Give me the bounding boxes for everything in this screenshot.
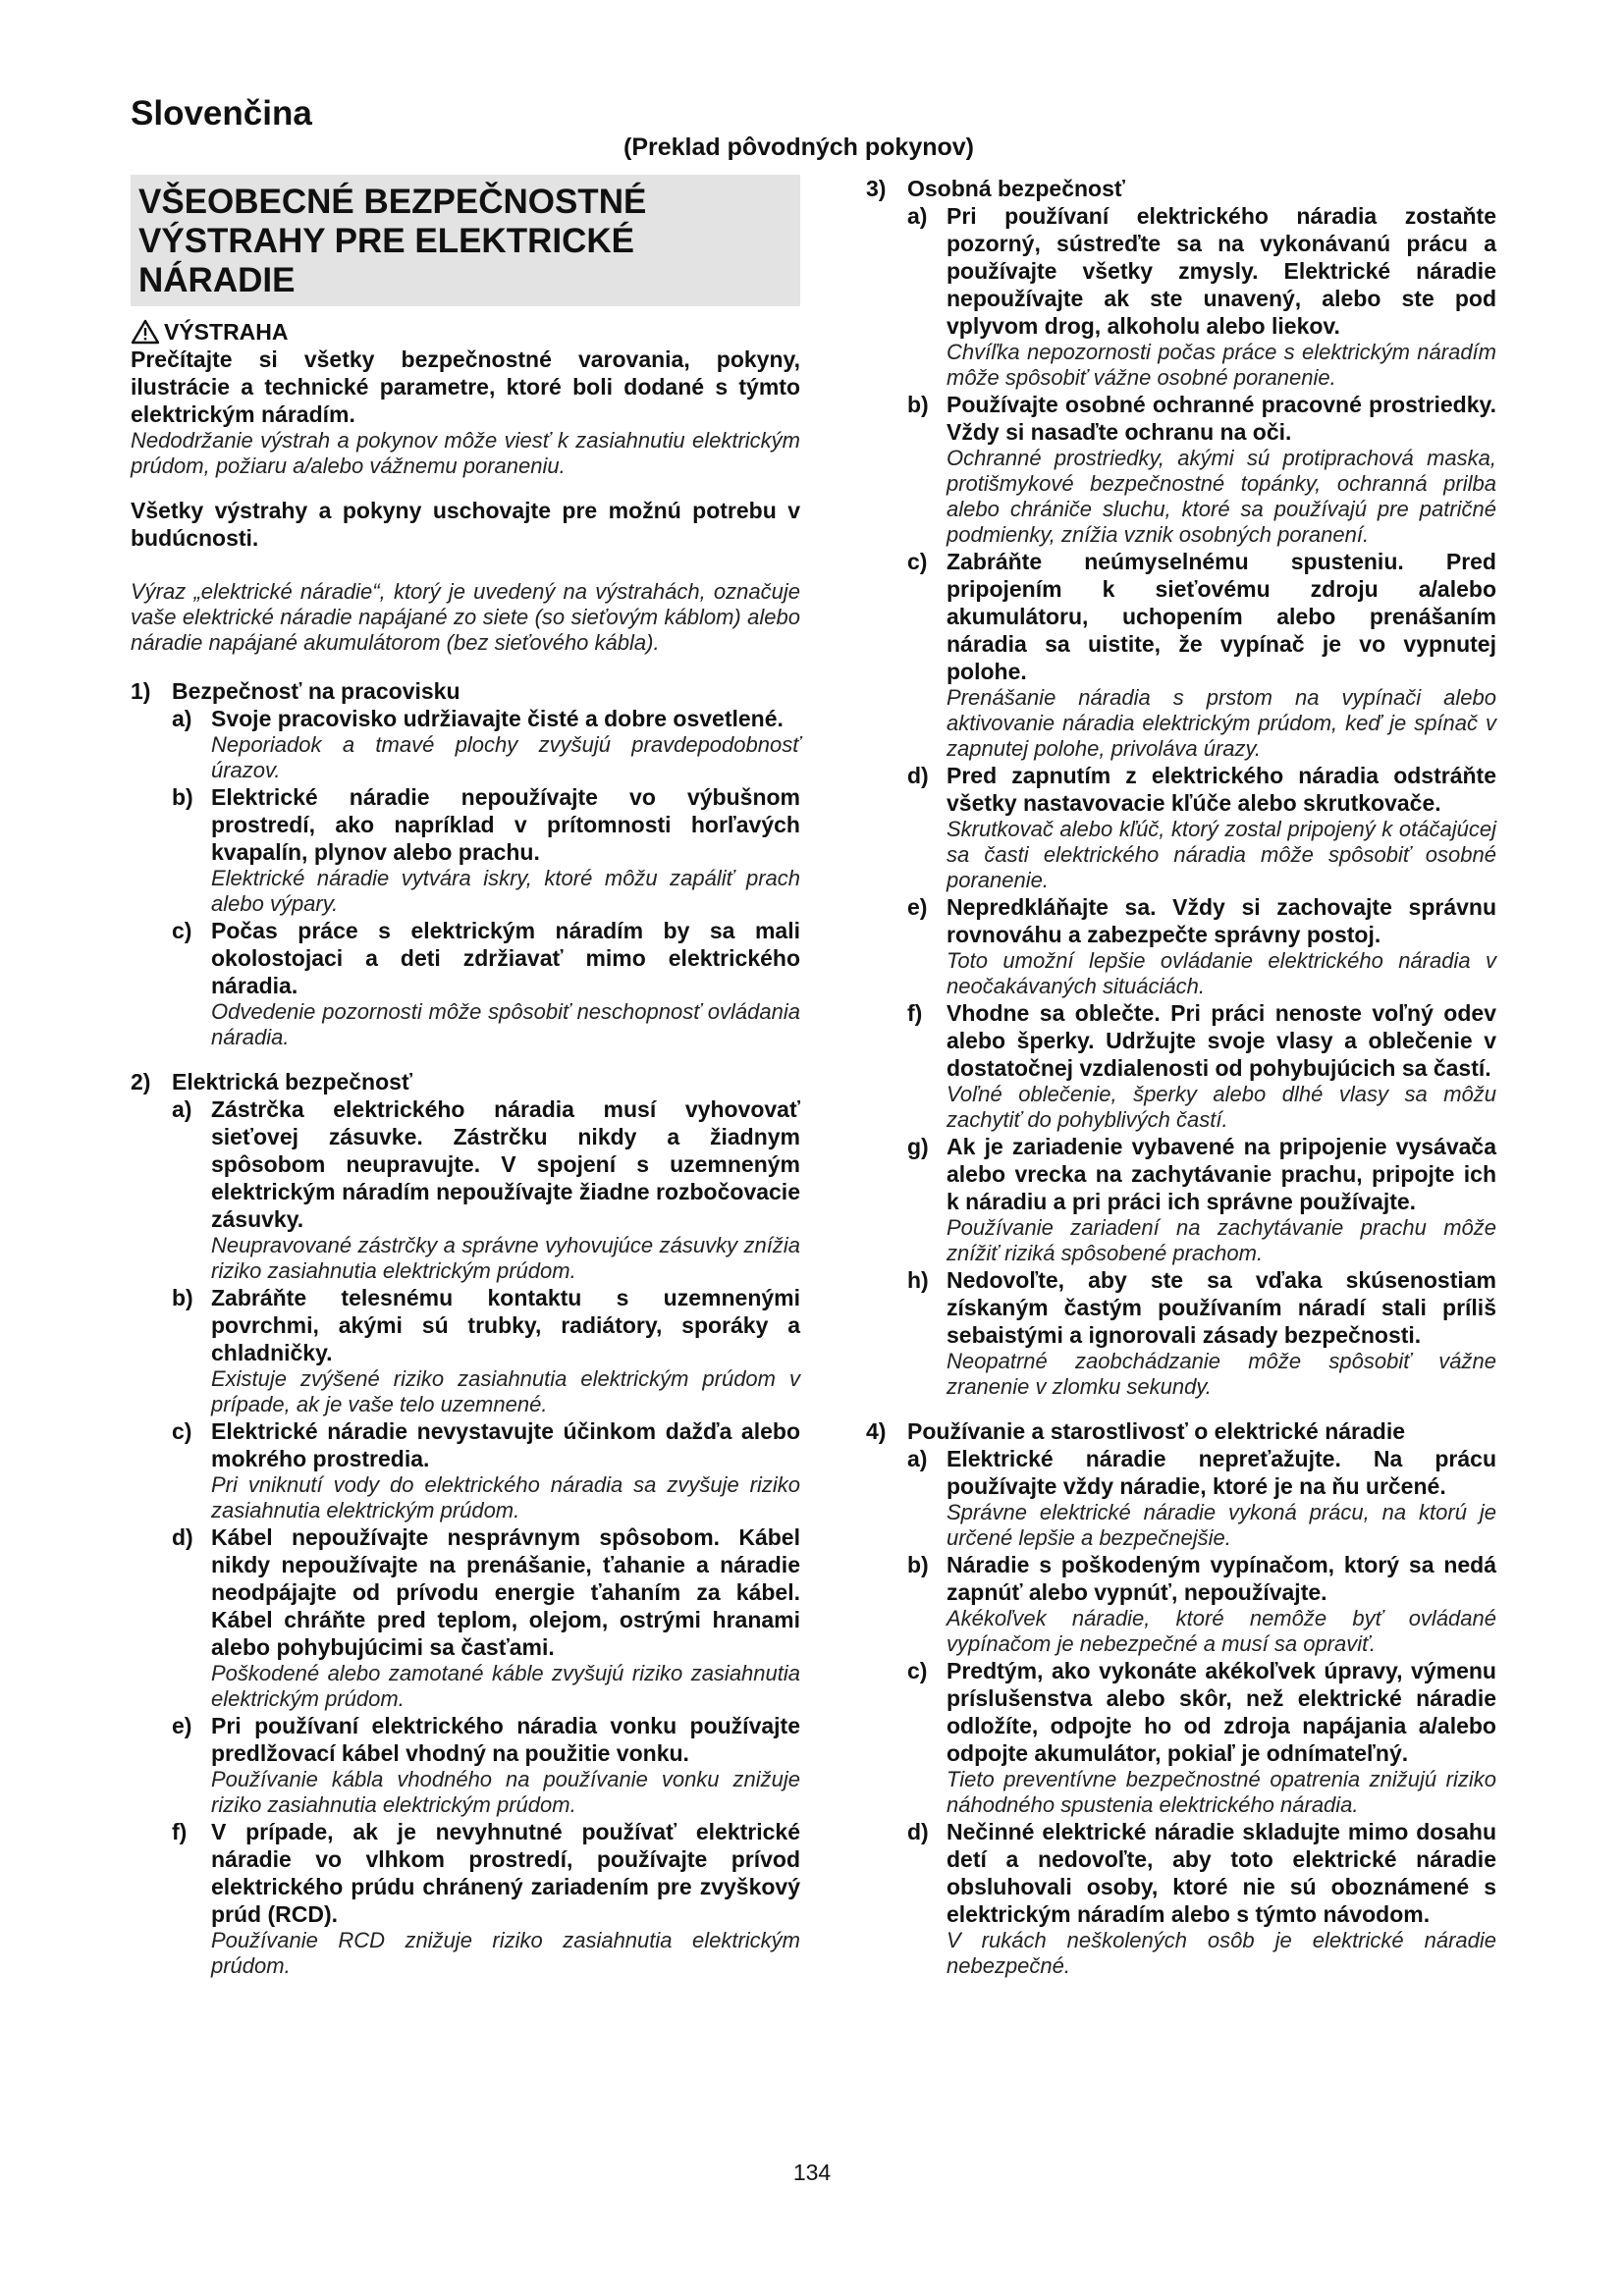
section-number: 2) — [131, 1069, 151, 1095]
list-item — [172, 783, 800, 917]
section-heading — [866, 1417, 1496, 1445]
item-body — [211, 1284, 800, 1417]
list-item — [907, 1818, 1496, 1979]
list-item — [907, 893, 1496, 999]
item-explanation: Odvedenie pozornosti môže spôsobiť neschopnosť ovládania náradia. — [211, 999, 800, 1049]
item-body — [947, 1445, 1496, 1551]
item-letter: c) — [172, 1418, 192, 1444]
item-instruction: Nepredkláňajte sa. Vždy si zachovajte správnu rovnováhu a zabezpečte správny postoj. — [947, 894, 1496, 947]
keep-instructions-text: Všetky výstrahy a pokyny uschovajte pre možnú potrebu v budúcnosti. — [131, 498, 800, 551]
item-letter: b) — [907, 1552, 929, 1577]
item-explanation: Používanie zariadení na zachytávanie prachu môže znížiť riziká spôsobené prachom. — [947, 1215, 1496, 1265]
item-explanation: Používanie RCD znižuje riziko zasiahnutia elektrickým prúdom. — [211, 1928, 800, 1978]
list-item — [172, 1523, 800, 1712]
item-letter: b) — [172, 784, 193, 810]
item-instruction: Kábel nepoužívajte nesprávnym spôsobom. Kábel nikdy nepoužívajte na prenášanie, ťahanie a náradie neodpájajte od prívodu energie ťahaním za kábel. Kábel chráňte pred teplom, olejom, ostrými hranami alebo pohybujúcimi sa časťami. — [211, 1524, 800, 1660]
item-letter: c) — [907, 1658, 928, 1683]
item-instruction: Náradie s poškodeným vypínačom, ktorý sa nedá zapnúť alebo vypnúť, nepoužívajte. — [947, 1552, 1496, 1605]
item-body — [947, 1266, 1496, 1400]
item-letter: e) — [907, 894, 928, 920]
item-letter: h) — [907, 1267, 929, 1293]
section-heading — [131, 1068, 800, 1095]
right-sections — [866, 175, 1496, 1979]
item-body — [211, 1712, 800, 1818]
list-item — [907, 1551, 1496, 1657]
item-instruction: Ak je zariadenie vybavené na pripojenie vysávača alebo vrecka na zachytávanie prachu, pripojte ich k náradiu a pri práci ich správne používajte. — [947, 1134, 1496, 1214]
item-instruction: V prípade, ak je nevyhnutné používať elektrické náradie vo vlhkom prostredí, používajte prívod elektrického prúdu chránený zariadením pre zvyškový prúd (RCD). — [211, 1819, 800, 1927]
item-body — [211, 705, 800, 783]
item-body — [947, 762, 1496, 893]
item-explanation: Poškodené alebo zamotané káble zvyšujú riziko zasiahnutia elektrickým prúdom. — [211, 1661, 800, 1711]
item-letter: d) — [907, 763, 929, 788]
section-title: Bezpečnosť na pracovisku — [172, 678, 460, 704]
item-body — [947, 999, 1496, 1133]
item-instruction: Zabráňte neúmyselnému spusteniu. Pred pripojením k sieťovému zdroju a/alebo akumulátoru, uchopením alebo prenášaním náradia sa uistite, že vypínač je vo vypnutej polohe. — [947, 549, 1496, 684]
item-instruction: Elektrické náradie nepoužívajte vo výbušnom prostredí, ako napríklad v prítomnosti horľavých kvapalín, plynov alebo prachu. — [211, 784, 800, 865]
item-instruction: Používajte osobné ochranné pracovné prostriedky. Vždy si nasaďte ochranu na oči. — [947, 392, 1496, 445]
warning-label: VÝSTRAHA — [164, 319, 289, 345]
item-letter: c) — [907, 549, 928, 574]
item-instruction: Svoje pracovisko udržiavajte čisté a dobre osvetlené. — [211, 706, 784, 731]
item-body — [947, 1657, 1496, 1818]
item-letter: f) — [907, 1000, 923, 1026]
section-title: Používanie a starostlivosť o elektrické náradie — [907, 1418, 1406, 1444]
list-item — [172, 1095, 800, 1284]
item-instruction: Pri používaní elektrického náradia zostaňte pozorný, sústreďte sa na vykonávanú prácu a používajte všetky zmysly. Elektrické náradie nepoužívajte ak ste unavený, alebo ste pod vplyvom drog, alkoholu alebo liekov. — [947, 203, 1496, 339]
page-number: 134 — [792, 2160, 832, 2185]
item-explanation: V rukách neškolených osôb je elektrické náradie nebezpečné. — [947, 1928, 1496, 1978]
warning-bold-text: Prečítajte si všetky bezpečnostné varovania, pokyny, ilustrácie a technické parametre, ktoré boli dodané s týmto elektrickým náradím. — [131, 347, 800, 427]
item-letter: g) — [907, 1134, 929, 1159]
item-explanation: Prenášanie náradia s prstom na vypínači alebo aktivovanie náradia elektrickým prúdom, keď je spínač v zapnutej polohe, privoláva úrazy. — [947, 685, 1496, 761]
item-letter: b) — [907, 392, 929, 417]
item-instruction: Pred zapnutím z elektrického náradia odstráňte všetky nastavovacie kľúče alebo skrutkovače. — [947, 763, 1496, 816]
item-explanation: Neporiadok a tmavé plochy zvyšujú pravdepodobnosť úrazov. — [211, 732, 800, 782]
item-explanation: Používanie kábla vhodného na používanie vonku znižuje riziko zasiahnutia elektrickým prúdom. — [211, 1767, 800, 1817]
item-letter: b) — [172, 1285, 193, 1310]
item-instruction: Zástrčka elektrického náradia musí vyhovovať sieťovej zásuvke. Zástrčku nikdy a žiadnym spôsobom neupravujte. V spojení s uzemneným elektrickým náradím nepoužívajte žiadne rozbočovacie zásuvky. — [211, 1096, 800, 1232]
section-title: Elektrická bezpečnosť — [172, 1069, 412, 1095]
warning-triangle-icon — [131, 319, 160, 345]
item-explanation: Neopatrné zaobchádzanie môže spôsobiť vážne zranenie v zlomku sekundy. — [947, 1349, 1496, 1399]
left-sections — [131, 677, 800, 1979]
item-body — [211, 1523, 800, 1712]
list-item — [172, 1818, 800, 1979]
item-body — [211, 1818, 800, 1979]
item-body — [211, 917, 800, 1050]
section-number: 1) — [131, 678, 151, 704]
item-body — [947, 1133, 1496, 1266]
item-explanation: Akékoľvek náradie, ktoré nemôže byť ovládané vypínačom je nebezpečné a musí sa opraviť. — [947, 1606, 1496, 1656]
item-body — [211, 783, 800, 917]
section-spacer — [131, 1050, 800, 1068]
item-letter: d) — [907, 1819, 929, 1844]
list-item — [172, 917, 800, 1050]
item-letter: a) — [907, 1446, 928, 1471]
main-title: VŠEOBECNÉ BEZPEČNOSTNÉ VÝSTRAHY PRE ELEKTRICKÉ NÁRADIE — [131, 175, 800, 306]
list-item — [907, 999, 1496, 1133]
list-item — [907, 548, 1496, 762]
item-explanation: Chvíľka nepozornosti počas práce s elektrickým náradím môže spôsobiť vážne osobné poranenie. — [947, 340, 1496, 390]
item-letter: a) — [172, 706, 192, 731]
item-explanation: Toto umožní lepšie ovládanie elektrického náradia v neočakávaných situáciách. — [947, 948, 1496, 998]
item-letter: c) — [172, 918, 192, 943]
item-instruction: Zabráňte telesnému kontaktu s uzemnenými povrchmi, akými sú trubky, radiátory, sporáky a chladničky. — [211, 1285, 800, 1365]
item-body — [947, 548, 1496, 762]
item-instruction: Predtým, ako vykonáte akékoľvek úpravy, výmenu príslušenstva alebo skôr, než elektrické náradie odložíte, odpojte ho od zdroja napájania a/alebo odpojte akumulátor, pokiaľ je odnímateľný. — [947, 1658, 1496, 1766]
item-explanation: Ochranné prostriedky, akými sú protiprachová maska, protišmykové bezpečnostné topánky, ochranná prilba alebo chrániče sluchu, ktoré sa používajú pre patričné podmienky, znížia vznik osobných poranení. — [947, 446, 1496, 547]
translation-note: (Preklad pôvodných pokynov) — [623, 133, 975, 161]
list-item — [172, 705, 800, 783]
item-explanation: Správne elektrické náradie vykoná prácu, na ktorú je určené lepšie a bezpečnejšie. — [947, 1500, 1496, 1550]
list-item — [907, 1445, 1496, 1551]
list-item — [907, 1657, 1496, 1818]
item-explanation: Voľné oblečenie, šperky alebo dlhé vlasy sa môžu zachytiť do pohyblivých častí. — [947, 1082, 1496, 1132]
list-item — [172, 1284, 800, 1417]
item-letter: a) — [907, 203, 928, 229]
item-instruction: Nedovoľte, aby ste sa vďaka skúsenostiam získaným častým používaním náradí stali príliš sebaistými a ignorovali zásady bezpečnosti. — [947, 1267, 1496, 1348]
warning-italic-text: Nedodržanie výstrah a pokynov môže viesť k zasiahnutiu elektrickým prúdom, požiaru a/alebo vážnemu poraneniu. — [131, 428, 800, 478]
list-item — [172, 1417, 800, 1523]
section-number: 3) — [866, 176, 887, 201]
item-instruction: Pri používaní elektrického náradia vonku používajte predlžovací kábel vhodný na použitie vonku. — [211, 1713, 800, 1766]
item-instruction: Počas práce s elektrickým náradím by sa mali okolostojaci a deti zdržiavať mimo elektrického náradia. — [211, 918, 800, 998]
item-body — [947, 202, 1496, 391]
list-item — [907, 762, 1496, 893]
section-title: Osobná bezpečnosť — [907, 176, 1125, 201]
section-heading — [131, 677, 800, 705]
item-body — [947, 1818, 1496, 1979]
item-letter: e) — [172, 1713, 192, 1738]
item-body — [947, 1551, 1496, 1657]
section-spacer — [866, 1400, 1496, 1417]
item-body — [947, 893, 1496, 999]
item-letter: f) — [172, 1819, 188, 1844]
right-column — [866, 175, 1496, 1979]
item-letter: d) — [172, 1524, 193, 1550]
item-instruction: Elektrické náradie nevystavujte účinkom dažďa alebo mokrého prostredia. — [211, 1418, 800, 1471]
list-item — [907, 202, 1496, 391]
list-item — [172, 1712, 800, 1818]
item-explanation: Pri vniknutí vody do elektrického náradia sa zvyšuje riziko zasiahnutia elektrickým prúdom. — [211, 1472, 800, 1522]
item-body — [211, 1095, 800, 1284]
item-explanation: Skrutkovač alebo kľúč, ktorý zostal pripojený k otáčajúcej sa časti elektrického náradia môže spôsobiť osobné poranenie. — [947, 817, 1496, 892]
item-instruction: Vhodne sa oblečte. Pri práci nenoste voľný odev alebo šperky. Udržujte svoje vlasy a oblečenie v dostatočnej vzdialenosti od pohybujúcich sa častí. — [947, 1000, 1496, 1081]
item-explanation: Existuje zvýšené riziko zasiahnutia elektrickým prúdom v prípade, ak je vaše telo uzemnené. — [211, 1366, 800, 1416]
item-explanation: Tieto preventívne bezpečnostné opatrenia znižujú riziko náhodného spustenia elektrického náradia. — [947, 1767, 1496, 1817]
list-item — [907, 391, 1496, 548]
section-number: 4) — [866, 1418, 887, 1444]
item-letter: a) — [172, 1096, 192, 1122]
section-heading — [866, 175, 1496, 202]
list-item — [907, 1266, 1496, 1400]
item-explanation: Neupravované zástrčky a správne vyhovujúce zásuvky znížia riziko zasiahnutia elektrickým prúdom. — [211, 1233, 800, 1283]
list-item — [907, 1133, 1496, 1266]
item-explanation: Elektrické náradie vytvára iskry, ktoré môžu zapáliť prach alebo výpary. — [211, 866, 800, 916]
item-body — [947, 391, 1496, 548]
language-heading: Slovenčina — [131, 94, 312, 133]
item-body — [211, 1417, 800, 1523]
term-definition-text: Výraz „elektrické náradie“, ktorý je uvedený na výstrahách, označuje vaše elektrické náradie napájané zo siete (so sieťovým káblom) alebo náradie napájané akumulátorom (bez sieťového kábla). — [131, 579, 800, 655]
item-instruction: Nečinné elektrické náradie skladujte mimo dosahu detí a nedovoľte, aby toto elektrické náradie obsluhovali osoby, ktoré nie sú oboznámené s elektrickým náradím alebo s týmto návodom. — [947, 1819, 1496, 1927]
item-instruction: Elektrické náradie nepreťažujte. Na prácu používajte vždy náradie, ktoré je na ňu určené. — [947, 1446, 1496, 1499]
warning-header — [131, 318, 800, 346]
left-column — [131, 175, 800, 1979]
